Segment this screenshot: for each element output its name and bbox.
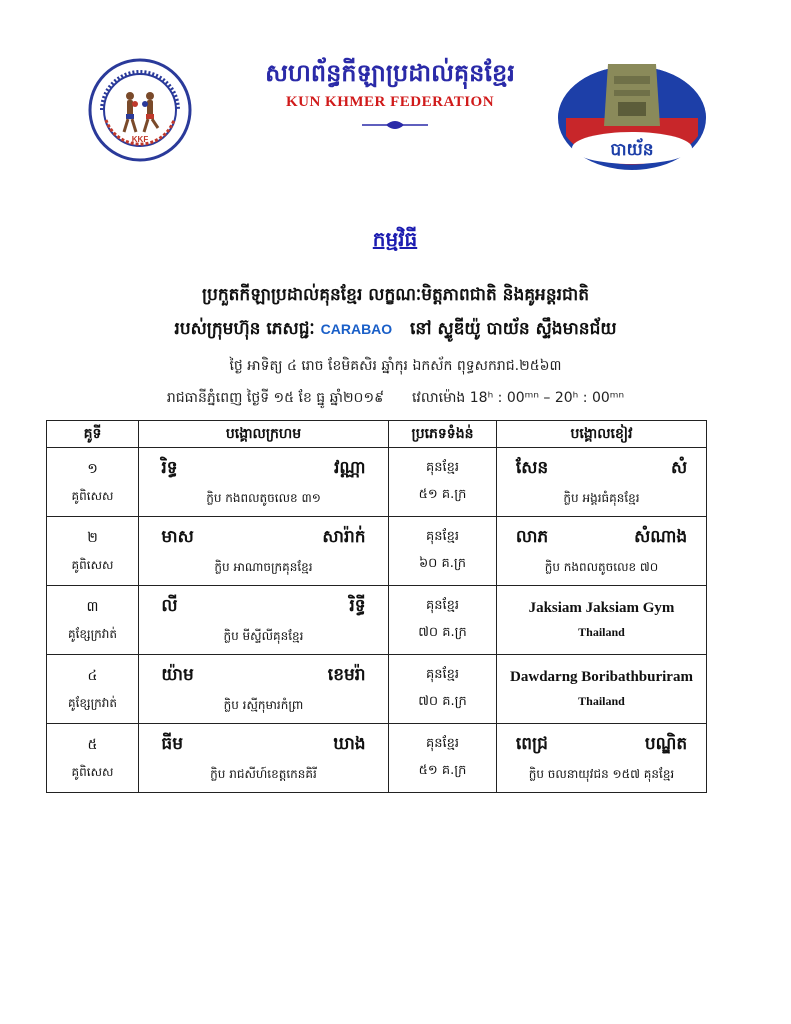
bout-cell xyxy=(47,724,139,793)
event-subtitle-line1: ប្រកួតកីឡាប្រដាល់គុនខ្មែរ លក្ខណៈមិត្តភាពជាតិ និងគូអន្តរជាតិ xyxy=(202,285,589,305)
blue-fighter-last: សំណាង xyxy=(634,526,688,547)
blue-corner-cell xyxy=(497,517,707,586)
red-corner-cell xyxy=(139,448,389,517)
blue-fighter-name xyxy=(516,457,687,482)
blue-corner-cell xyxy=(497,655,707,724)
weight-style: គុនខ្មែរ xyxy=(425,529,459,544)
header-bout: គូទី xyxy=(47,421,139,448)
sponsor-name: CARABAO xyxy=(320,321,393,337)
weight-style: គុនខ្មែរ xyxy=(425,598,459,613)
bout-number: ១ xyxy=(87,460,98,477)
lunar-date: ថ្ងៃ អាទិត្យ ៤ រោច ខែមិគសិរ ឆ្នាំកុរ ឯកស័ក ពុទ្ធសករាជ.២៥៦៣ xyxy=(229,358,562,374)
weight-cell xyxy=(389,586,497,655)
sponsor-prefix: របស់ក្រុមហ៊ុន ភេសជ្ជៈ xyxy=(174,319,315,339)
blue-fighter-first: លាភ xyxy=(515,526,549,547)
blue-fighter-name xyxy=(516,733,687,758)
red-fighter-club: ក្លិប អាណាចក្រគុនខ្មែរ xyxy=(214,559,313,574)
bayon-logo xyxy=(548,56,716,182)
date-and-time xyxy=(60,388,731,409)
table-header-row xyxy=(47,421,707,448)
header-red-corner: បង្គោលក្រហម xyxy=(139,421,389,448)
bout-type: គូខ្សែក្រវាត់ xyxy=(67,695,118,710)
blue-fighter-last: បណ្ឌិត xyxy=(644,733,688,754)
blue-corner-cell xyxy=(497,448,707,517)
red-fighter-club: ក្លិប រាជសីហ៍ខេត្តកេនគិរី xyxy=(210,766,317,781)
ornament-divider-icon xyxy=(362,118,428,132)
bayon-logo-text: បាយ័ន xyxy=(610,140,654,160)
blue-fighter-name: Jaksiam Jaksiam Gym xyxy=(528,600,675,616)
table-row xyxy=(47,724,707,793)
bout-cell xyxy=(47,655,139,724)
event-subtitle-line2 xyxy=(60,318,731,343)
red-fighter-name xyxy=(161,526,365,551)
weight-value: ៥១ គ.ក្រ xyxy=(418,763,467,778)
red-fighter-last: ឃាង xyxy=(333,733,366,754)
weight-cell xyxy=(389,448,497,517)
bout-number: ៤ xyxy=(87,667,98,684)
bouts-table xyxy=(46,420,707,793)
header-blue-corner: បង្គោលខៀវ xyxy=(497,421,707,448)
kkf-logo xyxy=(88,58,192,162)
weight-style: គុនខ្មែរ xyxy=(425,667,459,682)
blue-fighter-name xyxy=(516,526,687,551)
red-fighter-first: លី xyxy=(161,595,178,616)
blue-fighter-country: Thailand xyxy=(578,694,625,708)
weight-value: ៧០ គ.ក្រ xyxy=(418,625,467,640)
bout-type: គូពិសេស xyxy=(71,488,114,503)
blue-fighter-club: ក្លិប ចលនាយុវជន ១៥៧ គុនខ្មែរ xyxy=(528,766,675,781)
weight-value: ៦០ គ.ក្រ xyxy=(418,556,467,571)
event-date: រាជធានីភ្នំពេញ ថ្ងៃទី ១៥ ខែ ធ្នូ ឆ្នាំ២០១៩ xyxy=(166,390,384,406)
event-time: វេលាម៉ោង 18ʰ : 00ᵐⁿ – 20ʰ : 00ᵐⁿ xyxy=(411,390,625,406)
kkf-badge-text: KKF xyxy=(131,135,149,144)
bout-number: ២ xyxy=(87,529,98,546)
venue: នៅ ស្ទូឌីយ៉ូ បាយ័ន ស្ទឹងមានជ័យ xyxy=(409,319,617,339)
bout-type: គូពិសេស xyxy=(71,764,114,779)
federation-name-english: KUN KHMER FEDERATION xyxy=(285,94,495,110)
bout-number: ៣ xyxy=(86,598,99,615)
weight-value: ៥១ គ.ក្រ xyxy=(418,487,467,502)
weight-cell xyxy=(389,724,497,793)
red-fighter-club: ក្លិប រស្មីកុមារកំព្រា xyxy=(223,697,304,712)
weight-value: ៧០ គ.ក្រ xyxy=(418,694,467,709)
bout-type: គូខ្សែក្រវាត់ xyxy=(67,626,118,641)
red-fighter-first: ធីម xyxy=(161,733,183,754)
red-fighter-name xyxy=(161,595,365,620)
program-title: កម្មវិធី xyxy=(372,227,418,251)
blue-fighter-last: សំ xyxy=(671,457,688,478)
red-fighter-name xyxy=(161,733,365,758)
red-fighter-last: វណ្ណា xyxy=(334,457,366,478)
bout-type: គូពិសេស xyxy=(71,557,114,572)
bout-number: ៥ xyxy=(87,736,98,753)
table-row xyxy=(47,655,707,724)
table-row xyxy=(47,448,707,517)
federation-name-khmer: សហព័ន្ធកីឡាប្រដាល់គុនខ្មែរ xyxy=(265,59,515,87)
red-fighter-club: ក្លិប កងពលតូចលេខ ៣១ xyxy=(206,490,321,505)
red-corner-cell xyxy=(139,586,389,655)
blue-corner-cell xyxy=(497,586,707,655)
bout-cell xyxy=(47,448,139,517)
red-fighter-name xyxy=(161,664,365,689)
red-fighter-last: សារ៉ាក់ xyxy=(322,526,366,547)
header-weight-class: ប្រភេទទំងន់ xyxy=(389,421,497,448)
bout-cell xyxy=(47,586,139,655)
red-fighter-first: យ៉ាម xyxy=(161,664,194,685)
blue-fighter-club: ក្លិប កងពលតូចលេខ ៧០ xyxy=(544,559,659,574)
table-row xyxy=(47,517,707,586)
table-row xyxy=(47,586,707,655)
blue-fighter-club: ក្លិប អង្គរធំគុនខ្មែរ xyxy=(563,490,640,505)
bout-cell xyxy=(47,517,139,586)
weight-cell xyxy=(389,517,497,586)
blue-fighter-first: សែន xyxy=(515,457,549,478)
blue-corner-cell xyxy=(497,724,707,793)
red-fighter-last: រិទ្ធី xyxy=(349,595,366,616)
red-fighter-first: រិទ្ធ xyxy=(161,457,178,478)
red-corner-cell xyxy=(139,724,389,793)
red-fighter-first: មាស xyxy=(161,526,194,547)
blue-fighter-name: Dawdarng Boribathburiram xyxy=(510,669,693,685)
red-corner-cell xyxy=(139,655,389,724)
red-fighter-club: ក្លិប មីស្ទីលីគុនខ្មែរ xyxy=(223,628,304,643)
red-fighter-last: ខេមរ៉ា xyxy=(327,664,366,685)
red-corner-cell xyxy=(139,517,389,586)
blue-fighter-first: ពេជ្រ xyxy=(515,733,548,754)
weight-style: គុនខ្មែរ xyxy=(425,736,459,751)
weight-cell xyxy=(389,655,497,724)
weight-style: គុនខ្មែរ xyxy=(425,460,459,475)
red-fighter-name xyxy=(161,457,365,482)
blue-fighter-country: Thailand xyxy=(578,625,625,639)
